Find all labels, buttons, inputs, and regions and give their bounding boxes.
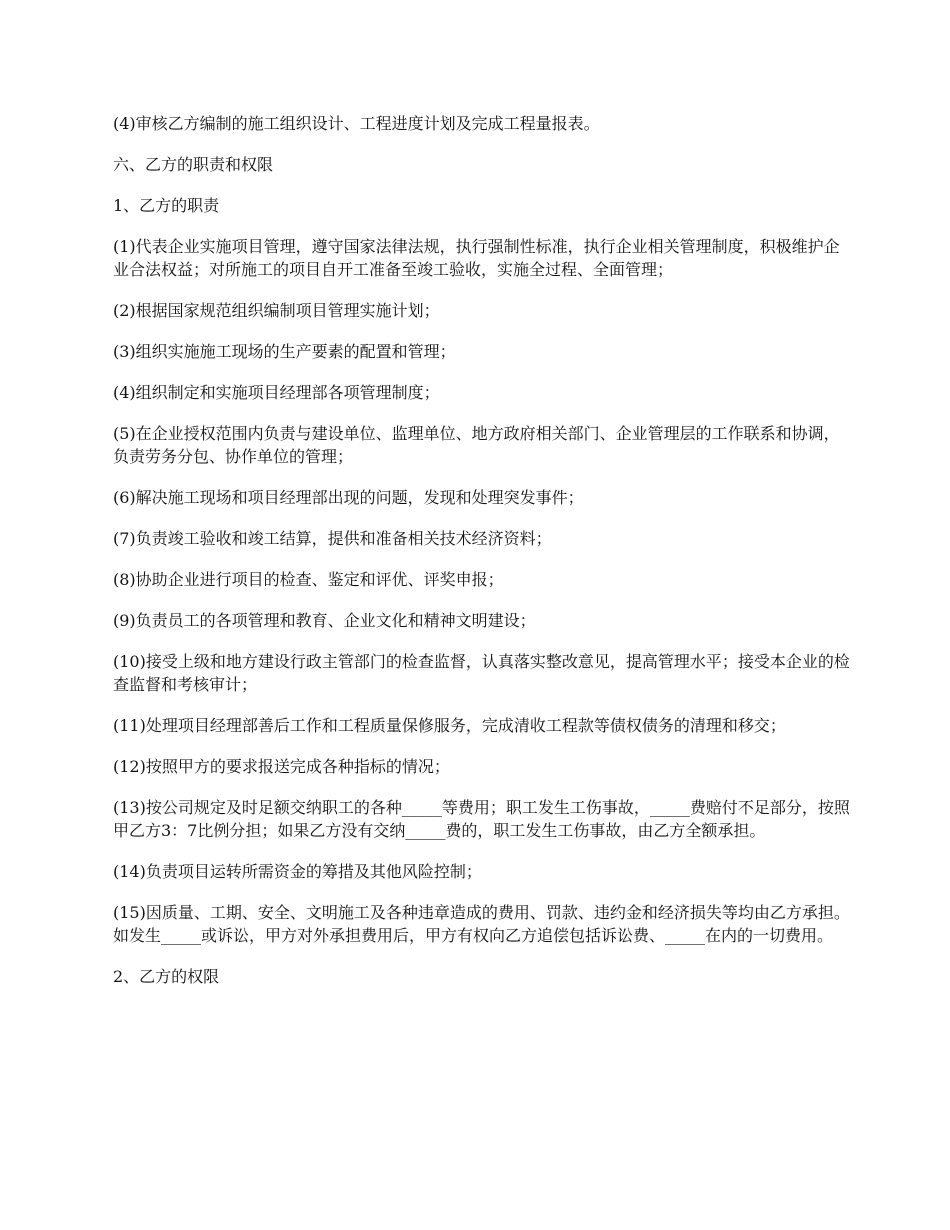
duty-item-9: (9)负责员工的各项管理和教育、企业文化和精神文明建设； <box>113 611 536 630</box>
duty-item-10: (10)接受上级和地方建设行政主管部门的检查监督，认真落实整改意见，提高管理水平；接受本企业的检查监督和考核审计； <box>113 652 850 694</box>
duty-item-6: (6)解决施工现场和项目经理部出现的问题，发现和处理突发事件； <box>113 488 584 507</box>
duty-item-13: (13)按公司规定及时足额交纳职工的各种_____等费用；职工发生工伤事故，_____费赔付不足部分，按照甲乙方3：7比例分担；如果乙方没有交纳_____费的，职工发生工伤事故，由乙方全额承担。 <box>113 798 850 840</box>
duty-item-14: (14)负责项目运转所需资金的筹措及其他风险控制； <box>113 862 482 881</box>
duty-item-11: (11)处理项目经理部善后工作和工程质量保修服务，完成清收工程款等债权债务的清理和移交； <box>113 716 786 735</box>
duty-item-12: (12)按照甲方的要求报送完成各种指标的情况； <box>113 757 450 776</box>
duty-item-1: (1)代表企业实施项目管理，遵守国家法律法规，执行强制性标准，执行企业相关管理制度，积极维护企业合法权益；对所施工的项目自开工准备至竣工验收，实施全过程、全面管理； <box>113 237 840 279</box>
duty-item-7: (7)负责竣工验收和竣工结算，提供和准备相关技术经济资料； <box>113 529 552 548</box>
document-page <box>113 112 853 1006</box>
duty-item-5: (5)在企业授权范围内负责与建设单位、监理单位、地方政府相关部门、企业管理层的工作联系和协调，负责劳务分包、协作单位的管理； <box>113 424 840 466</box>
paragraph-review-plan: (4)审核乙方编制的施工组织设计、工程进度计划及完成工程量报表。 <box>113 114 600 133</box>
duty-item-4: (4)组织制定和实施项目经理部各项管理制度； <box>113 383 440 402</box>
duty-item-3: (3)组织实施施工现场的生产要素的配置和管理； <box>113 342 456 361</box>
subheading-authority: 2、乙方的权限 <box>113 967 220 986</box>
subheading-duties: 1、乙方的职责 <box>113 196 220 215</box>
duty-item-8: (8)协助企业进行项目的检查、鉴定和评优、评奖申报； <box>113 570 504 589</box>
duty-item-2: (2)根据国家规范组织编制项目管理实施计划； <box>113 301 440 320</box>
duty-item-15: (15)因质量、工期、安全、文明施工及各种违章造成的费用、罚款、违约金和经济损失等均由乙方承担。如发生_____或诉讼，甲方对外承担费用后，甲方有权向乙方追偿包括诉讼费、_____在内的一切费用。 <box>113 903 850 945</box>
section-heading-party-b: 六、乙方的职责和权限 <box>113 155 274 174</box>
